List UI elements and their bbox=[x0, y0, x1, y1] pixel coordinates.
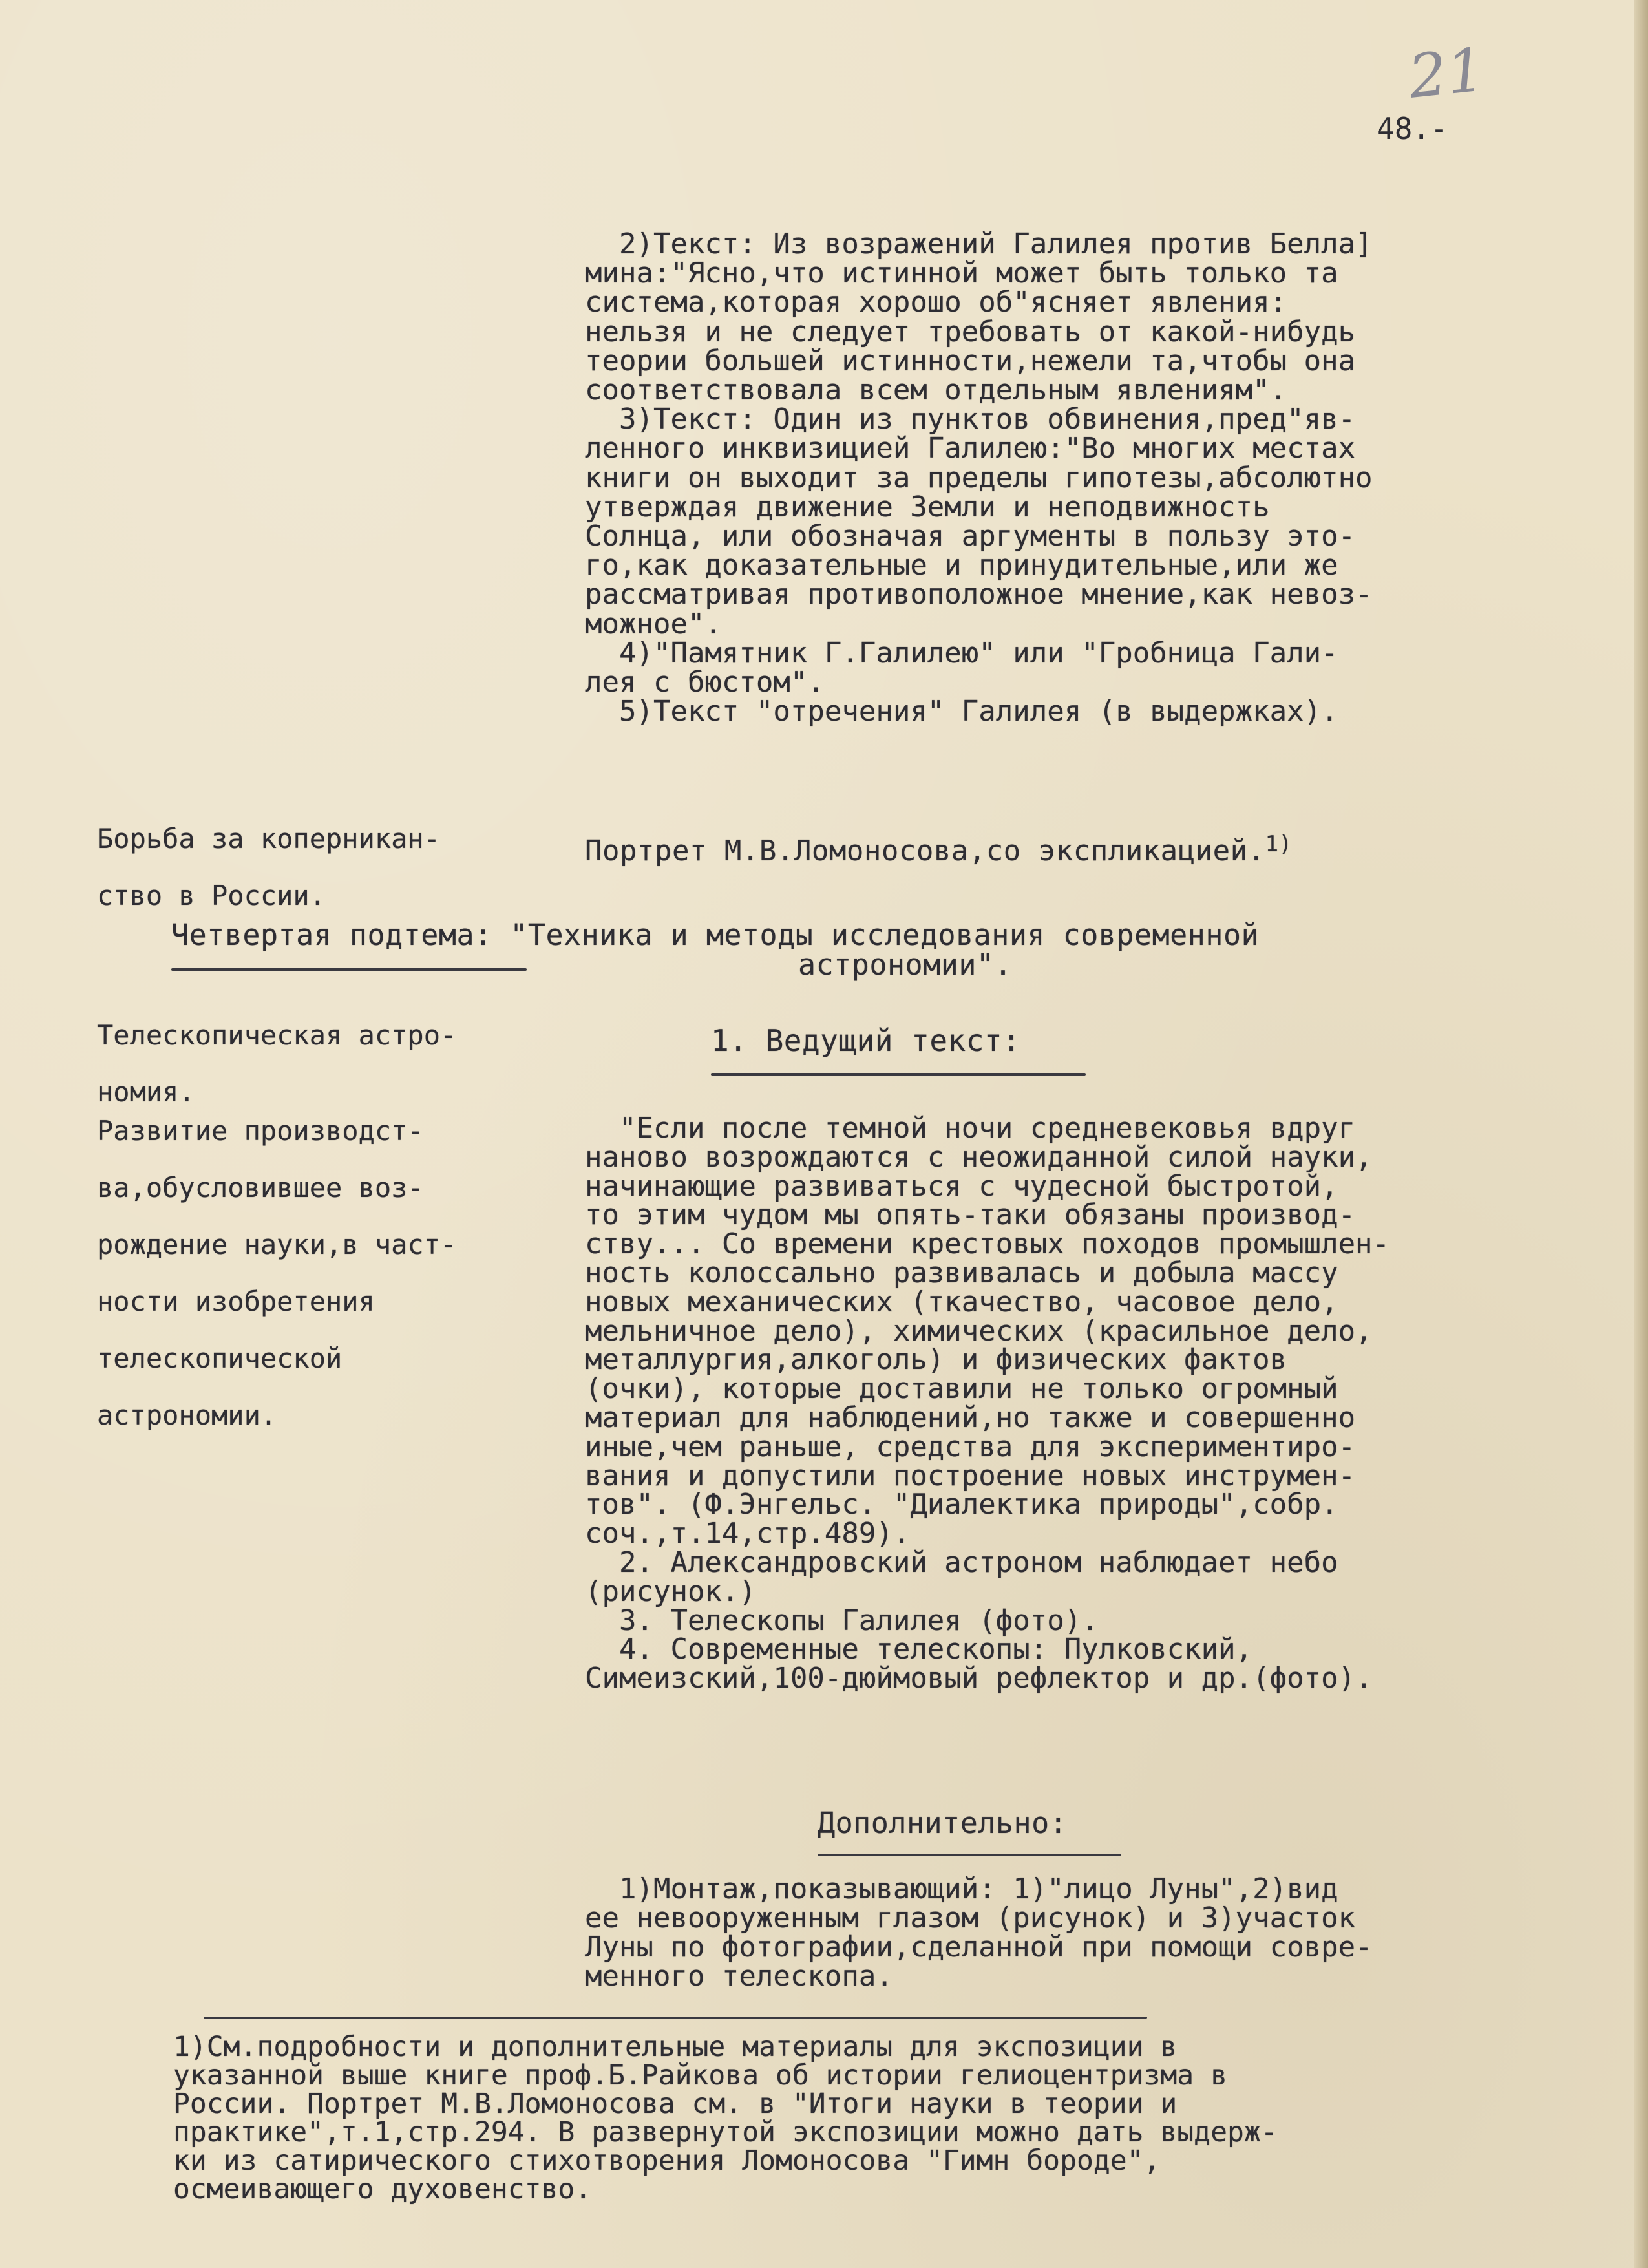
quote-line: наново возрождаются с неожиданной силой науки, bbox=[585, 1140, 1373, 1174]
side-line: ство в России. bbox=[97, 880, 326, 911]
quote-line: ству... Со времени крестовых походов промышлен- bbox=[585, 1227, 1390, 1261]
footnote-mark: 1) bbox=[1265, 831, 1293, 857]
side-line: астрономии. bbox=[97, 1399, 277, 1431]
quote-line: ность колоссально развивалась и добыла массу bbox=[585, 1256, 1338, 1289]
text-line: рассматривая противоположное мнение,как невоз- bbox=[585, 578, 1373, 611]
quote-line: иные,чем раньше, средства для экспериментиро- bbox=[585, 1430, 1356, 1463]
text-line: лея с бюстом". bbox=[585, 666, 825, 699]
quote-line: "Если после темной ночи средневековья вдруг bbox=[585, 1112, 1356, 1145]
footnote-line: указанной выше книге проф.Б.Райкова об истории гелиоцентризма в bbox=[173, 2059, 1227, 2092]
text-line: система,которая хорошо об"ясняет явления: bbox=[585, 286, 1287, 319]
additional-line: менного телескопа. bbox=[585, 1960, 893, 1993]
lomonosov-portrait-line bbox=[585, 830, 1293, 865]
side-line: ва,обусловившее воз- bbox=[97, 1172, 424, 1203]
page-number: 48.- bbox=[1377, 111, 1448, 146]
portrait-text: Портрет М.В.Ломоносова,со экспликацией. bbox=[585, 834, 1265, 867]
text-line: 3)Текст: Один из пунктов обвинения,пред"яв- bbox=[585, 403, 1356, 436]
quote-line: Симеизский,100-дюймовый рефлектор и др.(фото). bbox=[585, 1662, 1373, 1695]
galileo-texts-block bbox=[585, 229, 1373, 726]
side-line: рождение науки,в част- bbox=[97, 1229, 457, 1260]
text-line: можное". bbox=[585, 607, 722, 641]
text-line: нельзя и не следует требовать от какой-нибудь bbox=[585, 315, 1356, 348]
quote-line: мельничное дело), химических (красильное дело, bbox=[585, 1314, 1373, 1348]
quote-line: 2. Александровский астроном наблюдает небо bbox=[585, 1545, 1338, 1579]
additional-line: ее невооруженным глазом (рисунок) и 3)участок bbox=[585, 1902, 1356, 1934]
side-line: Развитие производст- bbox=[97, 1115, 424, 1147]
text-line: 4)"Памятник Г.Галилею" или "Гробница Гали- bbox=[585, 636, 1338, 670]
text-line: Солнца, или обозначая аргументы в пользу это- bbox=[585, 520, 1356, 553]
text-line: теории большей истинности,нежели та,чтобы она bbox=[585, 344, 1356, 377]
text-line: утверждая движение Земли и неподвижность bbox=[585, 490, 1270, 524]
additional-line: 1)Монтаж,показывающий: 1)"лицо Луны",2)вид bbox=[585, 1872, 1338, 1905]
footnote-line: ки из сатирического стихотворения Ломоносова "Гимн бороде", bbox=[173, 2145, 1161, 2177]
footnote-line: России. Портрет М.В.Ломоносова см. в "Итоги науки в теории и bbox=[173, 2088, 1178, 2120]
footnote-separator bbox=[204, 2017, 1147, 2019]
quote-line: тов". (Ф.Энгельс. "Диалектика природы",собр. bbox=[585, 1488, 1338, 1521]
leading-text-heading: 1. Ведущий текст: bbox=[711, 1023, 1021, 1058]
archive-number: 21 bbox=[1405, 35, 1488, 112]
subtopic-title: Четвертая подтема: "Техника и методы исследования современной bbox=[171, 918, 1260, 952]
side-line: ности изобретения bbox=[97, 1286, 375, 1317]
text-line: 5)Текст "отречения" Галилея (в выдержках). bbox=[585, 695, 1338, 728]
quote-line: вания и допустили построение новых инструмен- bbox=[585, 1459, 1356, 1492]
quote-line: металлургия,алкоголь) и физических фактов bbox=[585, 1343, 1287, 1377]
footnote-line: осмеивающего духовенство. bbox=[173, 2173, 592, 2205]
subtopic-title-cont: астрономии". bbox=[798, 948, 1013, 982]
text-line: книги он выходит за пределы гипотезы,абсолютно bbox=[585, 461, 1373, 494]
leading-quote-block bbox=[585, 1114, 1389, 1693]
leading-heading-underline bbox=[711, 1073, 1086, 1076]
side-note-production bbox=[97, 1117, 456, 1430]
quote-line: 3. Телескопы Галилея (фото). bbox=[585, 1604, 1099, 1637]
text-line: го,как доказательные и принудительные,или же bbox=[585, 549, 1338, 582]
subtopic-underline bbox=[171, 968, 527, 971]
text-line: соответствовала всем отдельным явлениям". bbox=[585, 374, 1287, 407]
footnote-block bbox=[173, 2033, 1278, 2203]
subtopic-heading-line1 bbox=[171, 918, 1260, 952]
text-line: 2)Текст: Из возражений Галилея против Белла] bbox=[585, 228, 1373, 260]
side-line: Борьба за коперникан- bbox=[97, 823, 441, 854]
side-line: Телескопическая астро- bbox=[97, 1019, 457, 1051]
quote-line: (рисунок.) bbox=[585, 1574, 756, 1608]
subtopic-heading-line2 bbox=[798, 948, 1013, 982]
footnote-line: практике",т.1,стр.294. В развернутой экспозиции можно дать выдерж- bbox=[173, 2116, 1278, 2148]
additional-underline bbox=[818, 1854, 1121, 1856]
side-line: телескопической bbox=[97, 1342, 343, 1374]
quote-line: материал для наблюдений,но также и совершенно bbox=[585, 1401, 1356, 1434]
quote-line: начинающие развиваться с чудесной быстротой, bbox=[585, 1169, 1338, 1203]
quote-line: то этим чудом мы опять-таки обязаны производ- bbox=[585, 1198, 1356, 1232]
quote-line: 4. Современные телескопы: Пулковский, bbox=[585, 1633, 1253, 1666]
paper-edge bbox=[1634, 0, 1648, 2268]
text-line: мина:"Ясно,что истинной может быть только та bbox=[585, 257, 1338, 290]
side-note-copernicanism bbox=[97, 825, 440, 910]
additional-block bbox=[585, 1874, 1373, 1991]
side-line: номия. bbox=[97, 1076, 195, 1108]
quote-line: (очки), которые доставили не только огромный bbox=[585, 1372, 1338, 1406]
quote-line: новых механических (ткачество, часовое дело, bbox=[585, 1285, 1338, 1319]
additional-heading: Дополнительно: bbox=[818, 1806, 1068, 1840]
additional-line: Луны по фотографии,сделанной при помощи совре- bbox=[585, 1931, 1373, 1964]
quote-line: соч.,т.14,стр.489). bbox=[585, 1517, 911, 1551]
footnote-line: 1)См.подробности и дополнительные материалы для экспозиции в bbox=[173, 2031, 1178, 2063]
side-heading-telescopic bbox=[97, 1021, 456, 1107]
text-line: ленного инквизицией Галилею:"Во многих местах bbox=[585, 432, 1356, 465]
